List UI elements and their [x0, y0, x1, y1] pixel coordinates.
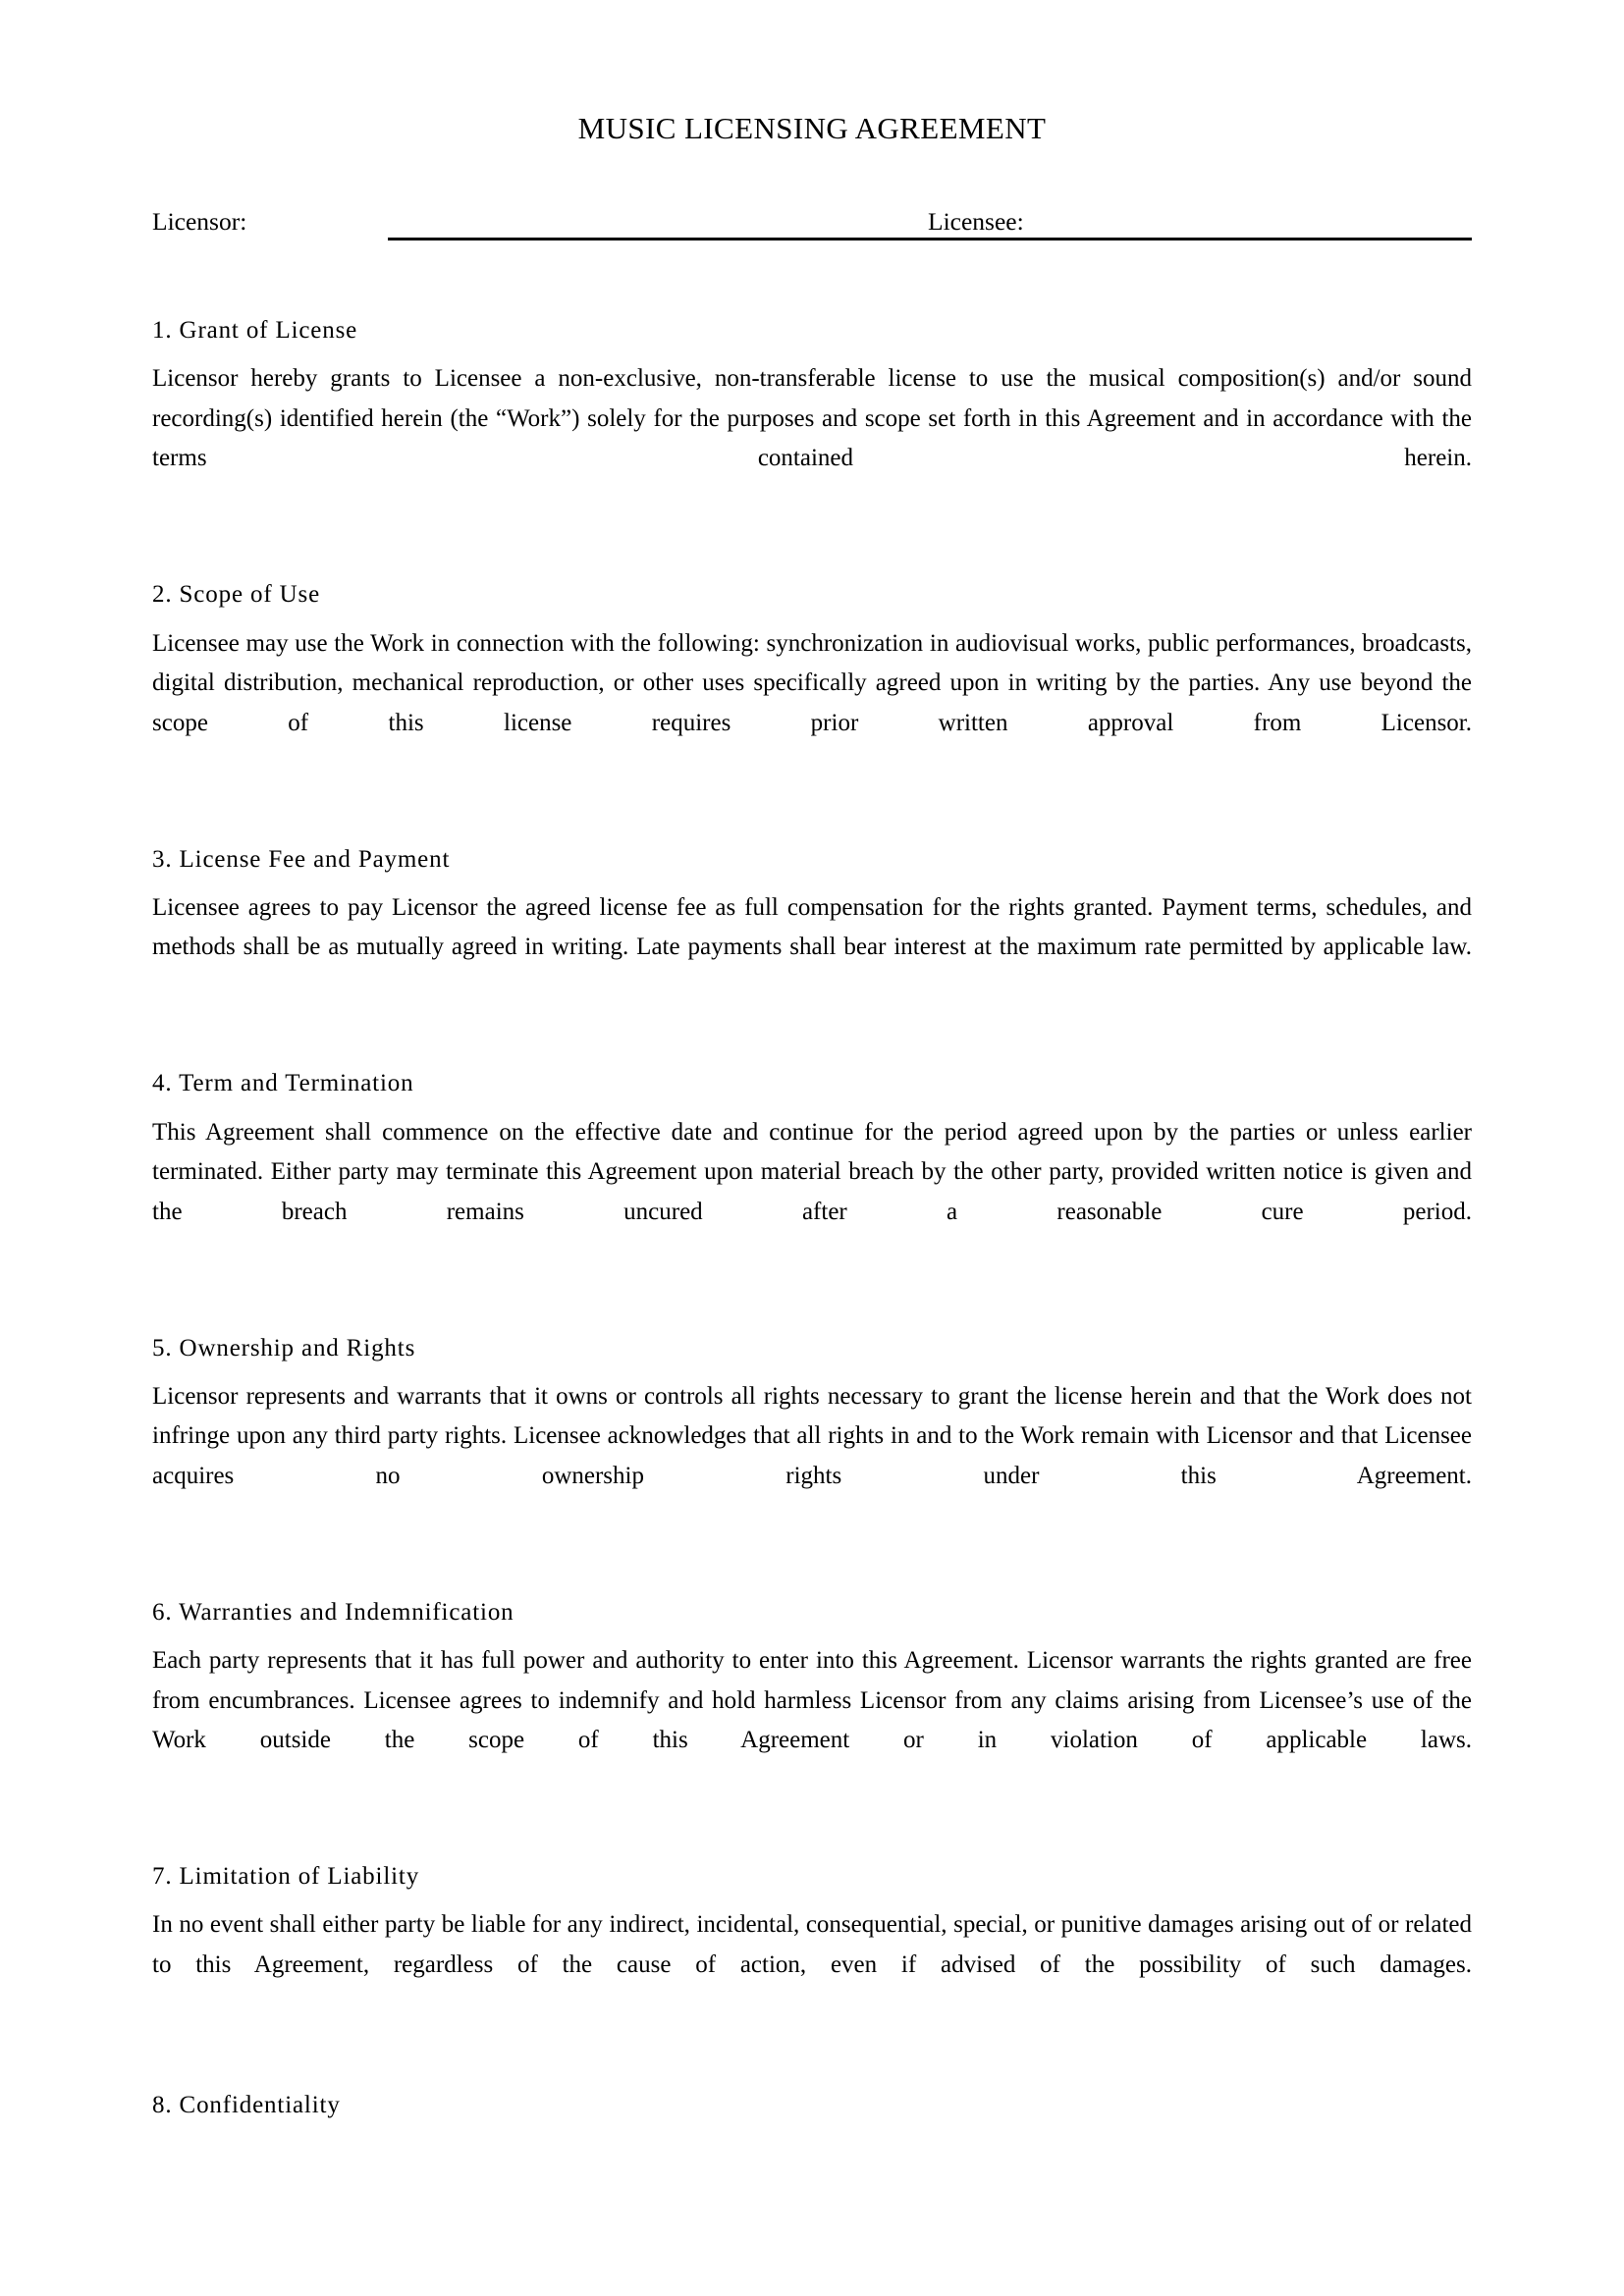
licensor-label: Licensor:	[152, 207, 247, 237]
section-body: Licensee agrees to pay Licensor the agreed license fee as full compensation for the rights granted. Payment terms, schedules, and methods shall be as mutually agreed in writing. Late payments shall bear interest at the maximum rate permitted by applicable law.	[152, 893, 1472, 961]
section-body: Licensor hereby grants to Licensee a non-exclusive, non-transferable license to use the musical composition(s) and/or sound recording(s) identified herein (the “Work”) solely for the purposes and scope set forth in this Agreement and in accordance with the terms contained herein.	[152, 365, 1472, 472]
section-1	[152, 315, 1472, 518]
section-8	[152, 2090, 1472, 2120]
section-4	[152, 1068, 1472, 1271]
parties-row	[152, 203, 1472, 254]
section-heading: 4. Term and Termination	[152, 1070, 414, 1097]
section-heading: 2. Scope of Use	[152, 581, 321, 609]
section-body: Licensor represents and warrants that it owns or controls all rights necessary to grant the license herein and that the Work does not infringe upon any third party rights. Licensee acknowledges that all rights in and to the Work remain with Licensor and that Licensee acquires no ownership rights under this Agreement.	[152, 1382, 1472, 1489]
section-body: Licensee may use the Work in connection with the following: synchronization in audiovisual works, public performances, broadcasts, digital distribution, mechanical reproduction, or other uses specifically agreed upon in writing by the parties. Any use beyond the scope of this license requires prior written approval from Licensor.	[152, 629, 1472, 736]
page-title: MUSIC LICENSING AGREEMENT	[577, 111, 1047, 145]
section-heading: 3. License Fee and Payment	[152, 845, 451, 873]
section-heading: 5. Ownership and Rights	[152, 1334, 416, 1362]
section-heading: 7. Limitation of Liability	[152, 1863, 420, 1891]
section-5	[152, 1333, 1472, 1536]
section-heading: 1. Grant of License	[152, 317, 358, 345]
section-body: This Agreement shall commence on the effective date and continue for the period agreed upon by the parties or unless earlier terminated. Either party may terminate this Agreement upon material breach by the other party, provided written notice is given and the breach remains uncured after a reasonable cure period.	[152, 1118, 1472, 1225]
section-heading: 6. Warranties and Indemnification	[152, 1598, 514, 1626]
section-body: Each party represents that it has full power and authority to enter into this Agreement. Licensor warrants the rights granted are free from encumbrances. Licensee agrees to indemnify and hold harmless Licensor from any claims arising from Licensee’s use of the Work outside the scope of this Agreement or in violation of applicable laws.	[152, 1647, 1472, 1754]
section-2	[152, 579, 1472, 782]
section-6	[152, 1597, 1472, 1800]
section-body: In no event shall either party be liable for any indirect, incidental, consequential, special, or punitive damages arising out of or related to this Agreement, regardless of the cause of action, even if advised of the possibility of such damages.	[152, 1911, 1472, 1978]
licensee-label: Licensee:	[928, 207, 1024, 237]
section-7	[152, 1861, 1472, 2025]
section-heading: 8. Confidentiality	[152, 2091, 341, 2118]
section-3	[152, 844, 1472, 1008]
